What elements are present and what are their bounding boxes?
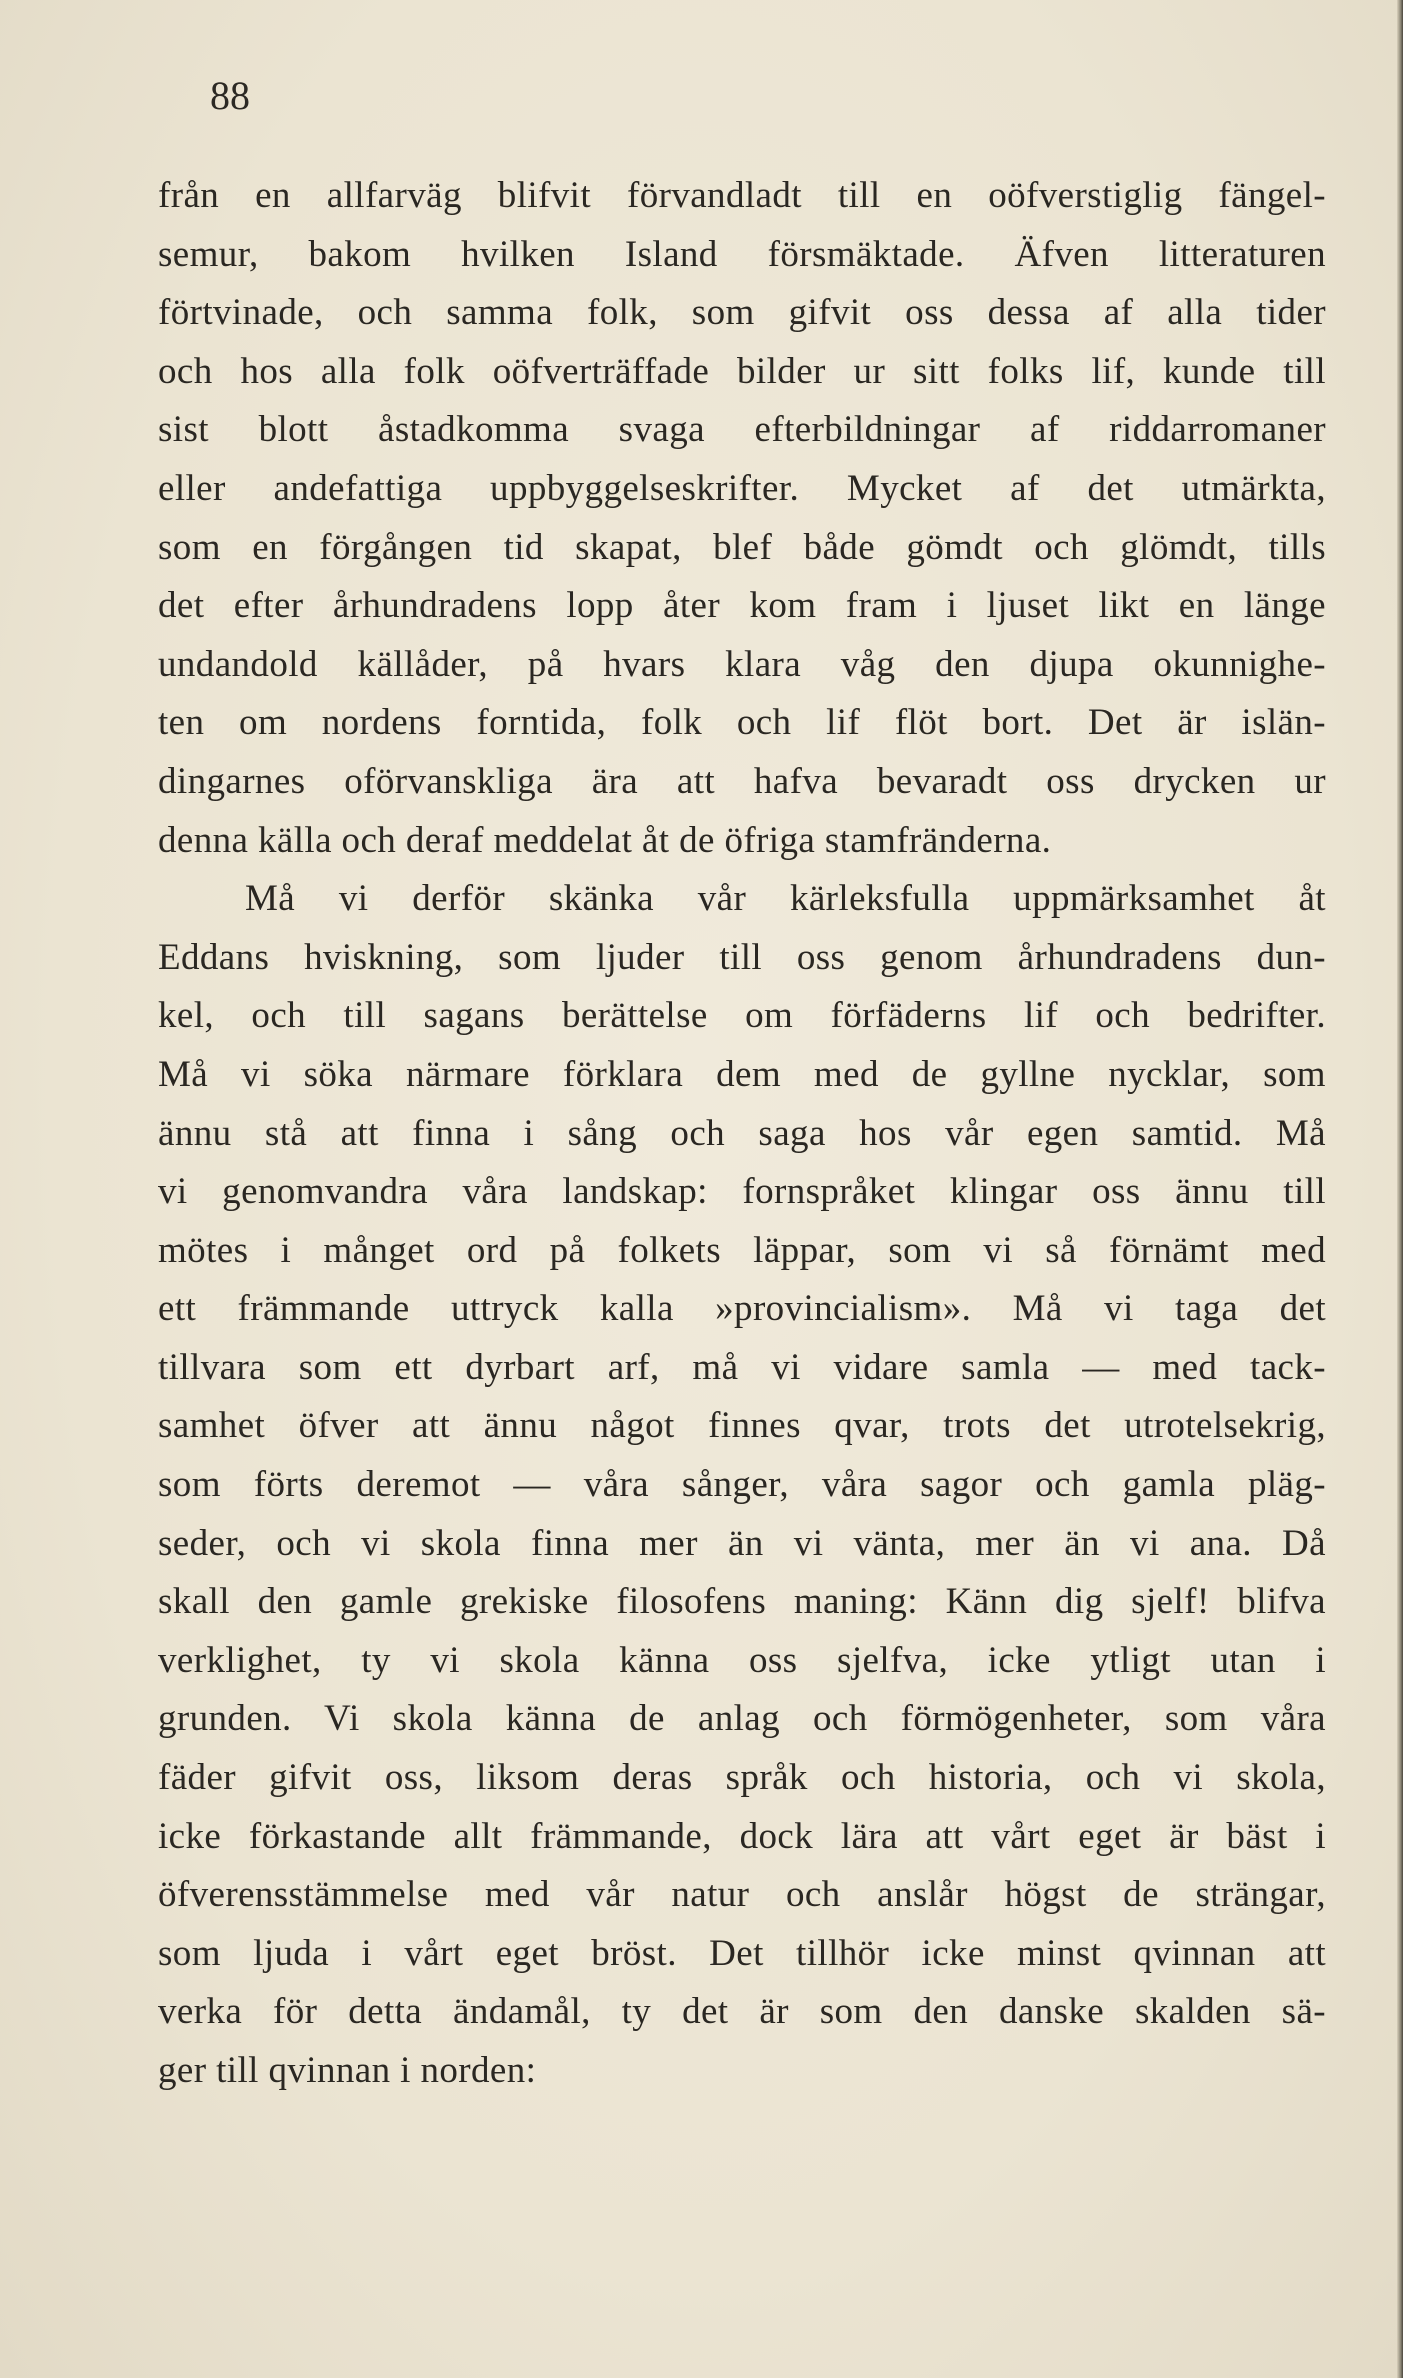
text-line: Eddans hviskning, som ljuder till oss genom århundradens dun- — [158, 936, 1326, 978]
page-edge-shadow — [1397, 0, 1403, 2378]
text-line: kel, och till sagans berättelse om förfäderns lif och bedrifter. — [158, 995, 1326, 1037]
text-line: som ljuda i vårt eget bröst. Det tillhör icke minst qvinnan att — [158, 1932, 1326, 1974]
text-line: seder, och vi skola finna mer än vi vänta, mer än vi ana. Då — [158, 1522, 1326, 1564]
text-line: skall den gamle grekiske filosofens maning: Känn dig sjelf! blifva — [158, 1581, 1326, 1623]
text-line: undandold källåder, på hvars klara våg den djupa okunnighe- — [158, 643, 1326, 685]
text-line: som förts deremot — våra sånger, våra sagor och gamla pläg- — [158, 1464, 1326, 1506]
text-line: och hos alla folk oöfverträffade bilder ur sitt folks lif, kunde till — [158, 350, 1326, 392]
text-line: denna källa och deraf meddelat åt de öfriga stamfränderna. — [158, 819, 1052, 861]
text-line: eller andefattiga uppbyggelseskrifter. Mycket af det utmärkta, — [158, 467, 1326, 509]
text-line: öfverensstämmelse med vår natur och anslår högst de strängar, — [158, 1874, 1326, 1916]
text-line: förtvinade, och samma folk, som gifvit oss dessa af alla tider — [158, 292, 1326, 334]
paragraph-1 — [158, 167, 1326, 870]
text-line: Må vi derför skänka vår kärleksfulla uppmärksamhet åt — [245, 878, 1326, 920]
text-line: Må vi söka närmare förklara dem med de gyllne nycklar, som — [158, 1053, 1326, 1095]
page-number: 88 — [210, 73, 250, 118]
text-line: verklighet, ty vi skola känna oss sjelfva, icke ytligt utan i — [158, 1639, 1326, 1681]
text-line: ännu stå att finna i sång och saga hos vår egen samtid. Må — [158, 1112, 1326, 1154]
text-line: semur, bakom hvilken Island försmäktade. Äfven litteraturen — [158, 233, 1326, 275]
text-line: ger till qvinnan i norden: — [158, 2050, 537, 2091]
text-line: det efter århundradens lopp åter kom fram i ljuset likt en länge — [158, 585, 1326, 627]
text-line: fäder gifvit oss, liksom deras språk och historia, och vi skola, — [158, 1757, 1326, 1799]
text-line: samhet öfver att ännu något finnes qvar, trots det utrotelsekrig, — [158, 1405, 1326, 1447]
text-line: mötes i månget ord på folkets läppar, som vi så förnämt med — [158, 1229, 1326, 1271]
text-line: icke förkastande allt främmande, dock lära att vårt eget är bäst i — [158, 1815, 1326, 1857]
paragraph-2 — [158, 870, 1326, 2100]
text-line: vi genomvandra våra landskap: fornspråket klingar oss ännu till — [158, 1171, 1326, 1213]
text-line: sist blott åstadkomma svaga efterbildningar af riddarromaner — [158, 409, 1326, 451]
text-line: ett främmande uttryck kalla »provincialism». Må vi taga det — [158, 1288, 1326, 1330]
text-line: tillvara som ett dyrbart arf, må vi vidare samla — med tack- — [158, 1346, 1326, 1388]
text-line: ten om nordens forntida, folk och lif flöt bort. Det är islän- — [158, 702, 1326, 744]
text-line: från en allfarväg blifvit förvandladt till en oöfverstiglig fängel- — [158, 175, 1326, 216]
text-line: dingarnes oförvanskliga ära att hafva bevaradt oss drycken ur — [158, 760, 1326, 802]
text-line: verka för detta ändamål, ty det är som den danske skalden sä- — [158, 1991, 1326, 2033]
body-text — [158, 167, 1326, 2101]
text-line: som en förgången tid skapat, blef både gömdt och glömdt, tills — [158, 526, 1326, 568]
text-line: grunden. Vi skola känna de anlag och förmögenheter, som våra — [158, 1698, 1326, 1740]
